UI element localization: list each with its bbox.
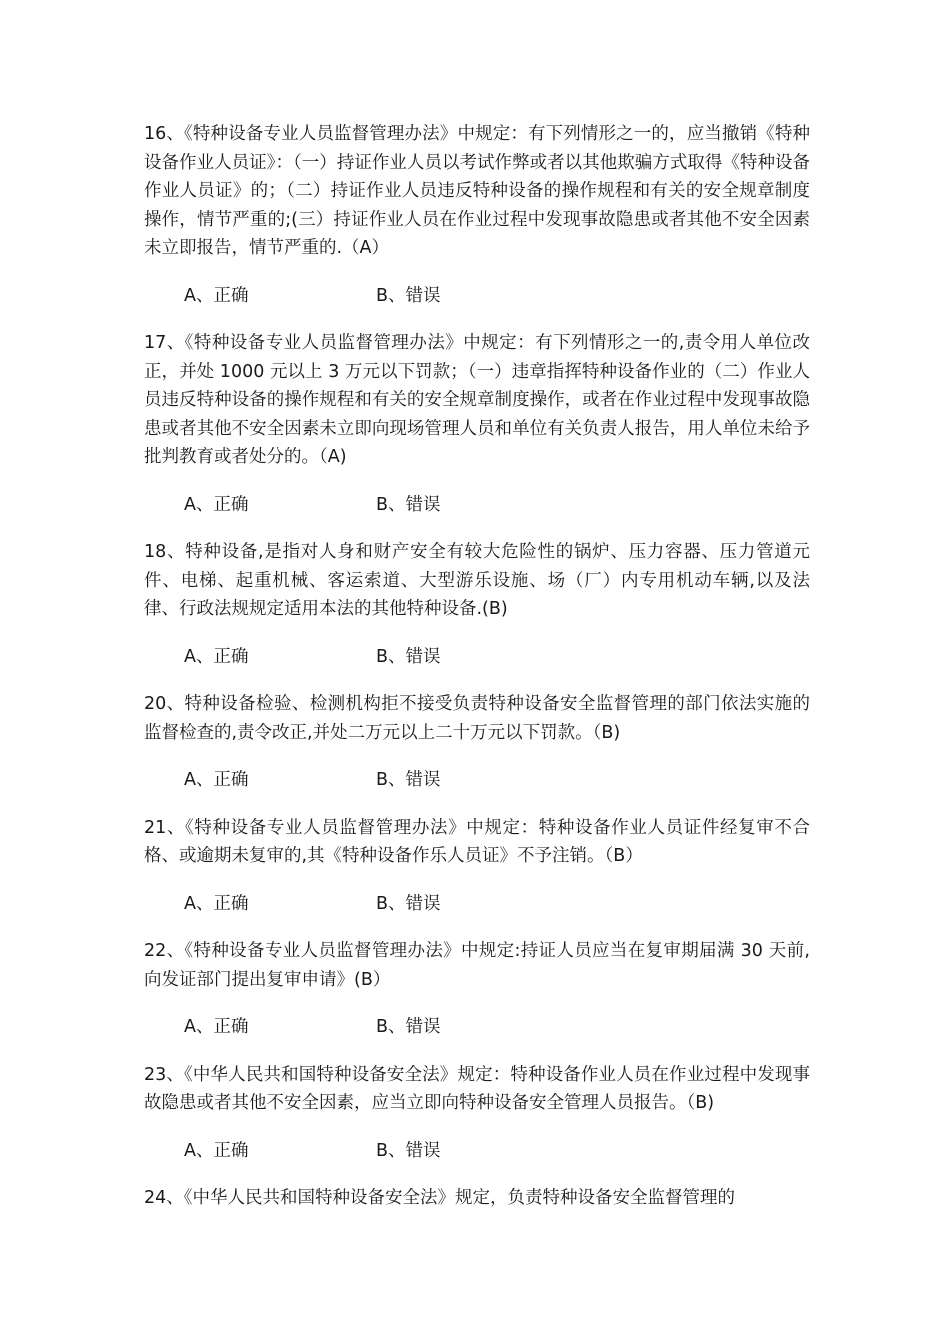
answer-options	[144, 1137, 810, 1166]
option-b: B、错误	[376, 285, 441, 306]
option-a: A、正确	[184, 646, 249, 667]
option-a: A、正确	[184, 285, 249, 306]
question-text: 16、《特种设备专业人员监督管理办法》中规定：有下列情形之一的，应当撤销《特种设备作业人员证》：（一）持证作业人员以考试作弊或者以其他欺骗方式取得《特种设备作业人员证》的；（二）持证作业人员违反特种设备的操作规程和有关的安全规章制度操作，情节严重的;(三）持证作业人员在作业过程中发现事故隐患或者其他不安全因素未立即报告，情节严重的.（A）	[144, 124, 810, 258]
question-block	[144, 329, 810, 519]
question-block	[144, 937, 810, 1042]
option-a: A、正确	[184, 494, 249, 515]
question-text: 23、《中华人民共和国特种设备安全法》规定：特种设备作业人员在作业过程中发现事故隐患或者其他不安全因素，应当立即向特种设备安全管理人员报告。（B)	[144, 1064, 810, 1113]
option-b: B、错误	[376, 1017, 441, 1037]
question-block	[144, 538, 810, 671]
question-block	[144, 1184, 810, 1213]
answer-options	[144, 282, 810, 311]
answer-options	[144, 766, 810, 795]
answer-options	[144, 1013, 810, 1042]
option-a: A、正确	[184, 770, 249, 790]
question-text: 20、特种设备检验、检测机构拒不接受负责特种设备安全监督管理的部门依法实施的监督检查的,责令改正,并处二万元以上二十万元以下罚款。（B)	[144, 694, 810, 743]
question-text: 22、《特种设备专业人员监督管理办法》中规定:持证人员应当在复审期届满 30 天前,向发证部门提出复审申请》(B）	[144, 941, 810, 990]
question-block	[144, 814, 810, 919]
option-a: A、正确	[184, 1140, 249, 1161]
document-page	[144, 120, 810, 1213]
option-b: B、错误	[376, 494, 441, 515]
question-block	[144, 1061, 810, 1166]
question-text: 21、《特种设备专业人员监督管理办法》中规定：特种设备作业人员证件经复审不合格、或逾期未复审的,其《特种设备作乐人员证》不予注销。（B）	[144, 817, 810, 866]
question-text: 17、《特种设备专业人员监督管理办法》中规定：有下列情形之一的,责令用人单位改正，并处 1000 元以上 3 万元以下罚款；（一）违章指挥特种设备作业的（二）作业人员违反特种设备的操作规程和有关的安全规章制度操作，或者在作业过程中发现事故隐患或者其他不安全因素未立即向现场管理人员和单位有关负责人报告，用人单位未给予批判教育或者处分的。（A)	[144, 333, 810, 467]
question-text: 18、特种设备,是指对人身和财产安全有较大危险性的锅炉、压力容器、压力管道元件、电梯、起重机械、客运索道、大型游乐设施、场（厂）内专用机动车辆,以及法律、行政法规规定适用本法的其他特种设备.(B)	[144, 542, 811, 619]
question-text: 24、《中华人民共和国特种设备安全法》规定，负责特种设备安全监督管理的	[144, 1188, 736, 1208]
question-block	[144, 120, 810, 310]
option-b: B、错误	[376, 646, 441, 667]
option-b: B、错误	[376, 893, 441, 914]
option-b: B、错误	[376, 770, 441, 790]
option-b: B、错误	[376, 1140, 441, 1161]
question-block	[144, 690, 810, 795]
option-a: A、正确	[184, 893, 249, 914]
answer-options	[144, 890, 810, 919]
option-a: A、正确	[184, 1017, 249, 1037]
answer-options	[144, 491, 810, 520]
answer-options	[144, 643, 810, 672]
